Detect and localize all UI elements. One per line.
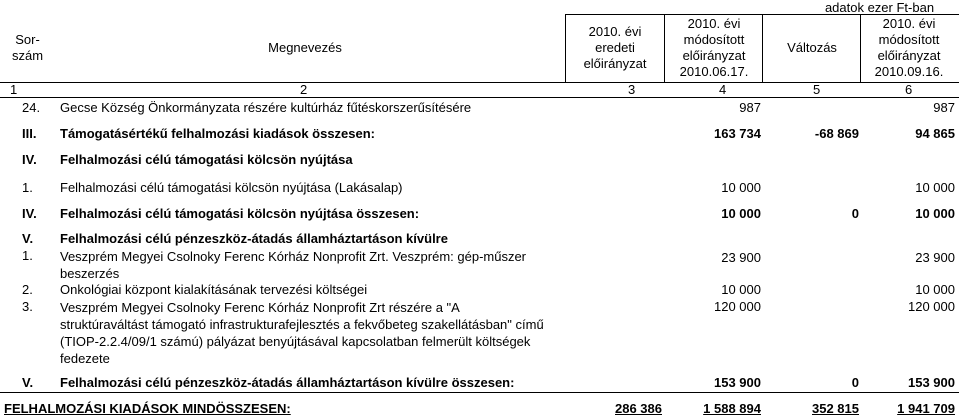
row-name: Felhalmozási célú támogatási kölcsön nyújtása (Lakásalap)	[60, 180, 403, 195]
row-name: Támogatásértékű felhalmozási kiadások összesen:	[60, 126, 376, 141]
row-value-col5: 0	[851, 375, 859, 390]
header-divider	[860, 14, 861, 82]
row-name: Veszprém Megyei Csolnoky Ferenc Kórház Nonprofit Zrt részére a "A struktúraváltást támogató infrastrukturafejlesztés a fekvőbeteg szakellátásban" című (TIOP-2.2.4/09/1 számú) pályázat benyújtásával kapcsolatban felmerült költségek fedezete	[60, 300, 544, 366]
grand-total-col4: 1 588 894	[703, 401, 761, 416]
total-separator-line	[0, 392, 959, 393]
row-number: 3.	[22, 299, 33, 314]
row-number: V.	[22, 231, 34, 246]
row-number: 1.	[22, 180, 33, 195]
row-name: Felhalmozási célú támogatási kölcsön nyújtása összesen:	[60, 206, 420, 221]
row-name: Veszprém Megyei Csolnoky Ferenc Kórház Nonprofit Zrt. Veszprém: gép-műszer beszerzés	[60, 249, 527, 281]
row-number: IV.	[22, 152, 37, 167]
row-number: 24.	[22, 100, 41, 115]
row-value-col5: 0	[851, 206, 859, 221]
row-value-col6: 10 000	[915, 180, 955, 195]
grand-total-col3: 286 386	[615, 401, 662, 416]
colnum-bottom-line	[0, 97, 959, 98]
grand-total-label: FELHALMOZÁSI KIADÁSOK MINDÖSSZESEN:	[4, 401, 291, 416]
row-value-col4: 10 000	[721, 282, 761, 297]
row-value-col6: 987	[933, 100, 955, 115]
grand-total-col6: 1 941 709	[897, 401, 955, 416]
row-value-col4: 120 000	[714, 299, 761, 314]
header-modositott-2: 2010. évi módosított előirányzat 2010.09.16.	[874, 16, 944, 79]
row-value-col6: 10 000	[915, 206, 955, 221]
row-number: III.	[22, 126, 37, 141]
row-value-col6: 153 900	[908, 375, 955, 390]
header-divider	[762, 14, 763, 82]
row-value-col6: 120 000	[908, 299, 955, 314]
colnum-1: 1	[10, 82, 18, 97]
row-name: Felhalmozási célú támogatási kölcsön nyújtása	[60, 152, 353, 167]
row-name: Felhalmozási célú pénzeszköz-átadás államháztartáson kívülre összesen:	[60, 375, 515, 390]
header-megnevezes: Megnevezés	[268, 40, 342, 55]
row-number: 1.	[22, 248, 33, 263]
row-value-col6: 23 900	[915, 250, 955, 265]
header-eredeti: 2010. évi eredeti előirányzat	[583, 24, 647, 71]
row-value-col4: 23 900	[721, 250, 761, 265]
header-valtozas: Változás	[787, 40, 837, 55]
row-number: 2.	[22, 282, 33, 297]
row-value-col4: 163 734	[714, 126, 761, 141]
row-value-col5: -68 869	[814, 126, 859, 141]
header-divider	[565, 14, 566, 82]
row-value-col6: 10 000	[915, 282, 955, 297]
row-value-col4: 153 900	[714, 375, 761, 390]
header-divider	[664, 14, 665, 82]
header-sorszam: Sor- szám	[11, 32, 44, 63]
header-modositott-1: 2010. évi módosított előirányzat 2010.06.17.	[679, 16, 749, 79]
colnum-5: 5	[813, 82, 821, 97]
row-value-col6: 94 865	[915, 126, 955, 141]
colnum-3: 3	[628, 82, 636, 97]
colnum-4: 4	[719, 82, 727, 97]
unit-note: adatok ezer Ft-ban	[824, 0, 935, 15]
row-value-col4: 10 000	[721, 206, 761, 221]
row-number: V.	[22, 375, 34, 390]
colnum-2: 2	[300, 82, 308, 97]
colnum-6: 6	[905, 82, 913, 97]
row-number: IV.	[22, 206, 37, 221]
row-name: Felhalmozási célú pénzeszköz-átadás államháztartáson kívülre	[60, 231, 448, 246]
row-name: Gecse Község Önkormányzata részére kultúrház fűtéskorszerűsítésére	[60, 100, 472, 115]
grand-total-col5: 352 815	[812, 401, 859, 416]
row-value-col4: 987	[739, 100, 761, 115]
row-value-col4: 10 000	[721, 180, 761, 195]
row-name: Onkológiai központ kialakításának tervezési költségei	[60, 282, 368, 297]
